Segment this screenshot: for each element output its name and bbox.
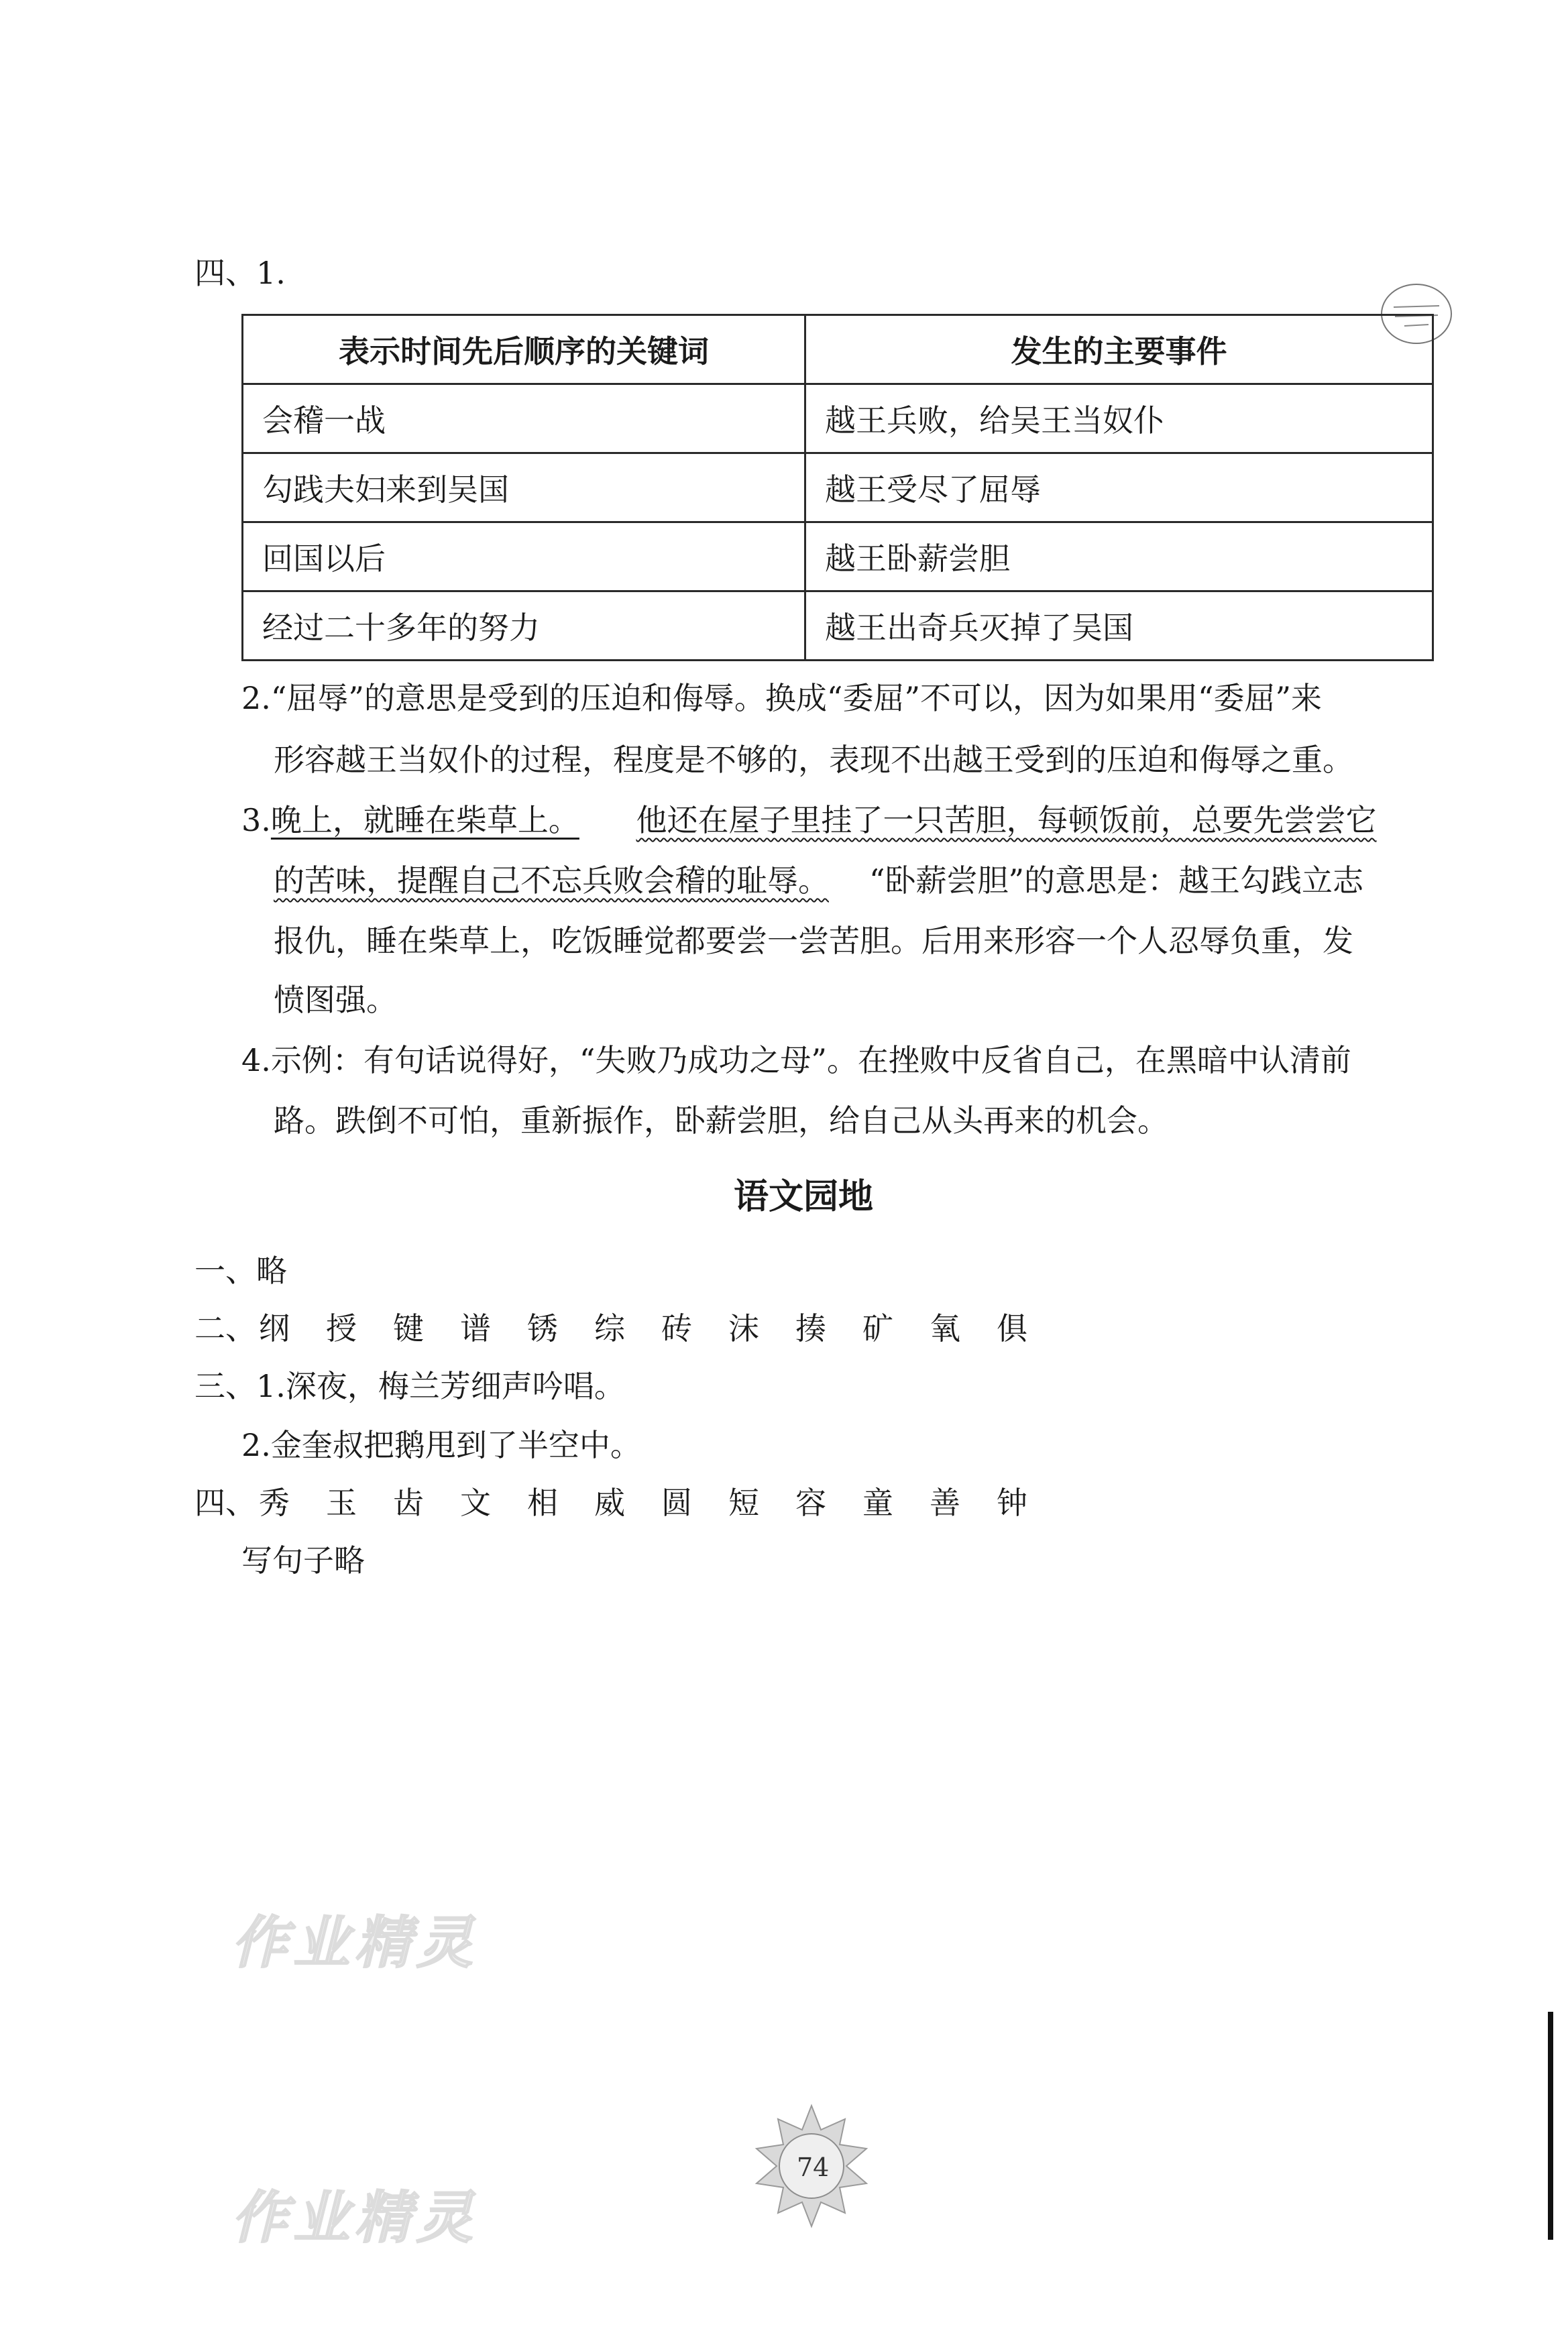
table-cell: 会稽一战 [243,384,805,453]
table-cell: 回国以后 [243,522,805,591]
char: 圆 [661,1485,692,1521]
garden-item-4-label: 四、 [194,1485,256,1521]
table-cell: 越王受尽了屈辱 [805,453,1433,522]
table-cell: 经过二十多年的努力 [243,591,805,661]
char: 氧 [930,1310,960,1347]
char: 俱 [997,1310,1027,1347]
char: 钟 [997,1485,1027,1521]
char: 综 [594,1310,625,1347]
char: 秀 [259,1485,290,1521]
table-row [243,453,1433,522]
table-row [243,591,1433,661]
garden-item-1: 一、略 [194,1253,287,1289]
char: 矿 [862,1310,893,1347]
q3-line-4: 愤图强。 [274,982,397,1018]
char: 沫 [728,1310,759,1347]
char: 授 [326,1310,357,1347]
char: 童 [862,1485,893,1521]
watermark: 作业精灵 [231,2185,479,2251]
char: 谱 [460,1310,491,1347]
char: 纲 [259,1310,290,1347]
q3-wavy-sentence-2: 的苦味，提醒自己不忘兵败会稽的耻辱。 [274,862,829,899]
table-header-row [243,315,1433,384]
char: 相 [527,1485,558,1521]
table-cell: 越王卧薪尝胆 [805,522,1433,591]
table-row [243,522,1433,591]
q4-line-1: 4.示例：有句话说得好，“失败乃成功之母”。在挫败中反省自己，在黑暗中认清前 [241,1042,1351,1078]
table-cell: 勾践夫妇来到吴国 [243,453,805,522]
garden-item-2-label: 二、 [194,1310,256,1347]
q3-underlined-sentence: 晚上，就睡在柴草上。 [270,802,579,838]
section-four-label: 四、1. [194,255,286,291]
q3-explanation-start: “卧薪尝胆”的意思是：越王勾践立志 [869,862,1364,899]
garden-item-2 [194,1310,1064,1347]
garden-item-3-line-2: 2.金奎叔把鹅甩到了半空中。 [241,1427,641,1463]
table-header-events: 发生的主要事件 [805,315,1433,384]
garden-item-4-note: 写句子略 [241,1542,365,1579]
char: 文 [460,1485,491,1521]
garden-item-3-line-1: 三、1.深夜，梅兰芳细声吟唱。 [194,1368,625,1404]
char: 键 [393,1310,424,1347]
q2-line-2: 形容越王当奴仆的过程，程度是不够的，表现不出越王受到的压迫和侮辱之重。 [274,742,1353,778]
char: 玉 [326,1485,357,1521]
table-cell: 越王出奇兵灭掉了吴国 [805,591,1433,661]
char: 齿 [393,1485,424,1521]
q3-line-2 [274,862,1364,899]
char: 锈 [527,1310,558,1347]
scan-edge-mark [1548,2012,1553,2240]
char: 揍 [795,1310,826,1347]
q2-line-1: 2.“屈辱”的意思是受到的压迫和侮辱。换成“委屈”不可以，因为如果用“委屈”来 [241,680,1322,716]
answer-table [241,314,1434,661]
q3-line-3: 报仇，睡在柴草上，吃饭睡觉都要尝一尝苦胆。后用来形容一个人忍辱负重，发 [274,923,1353,959]
q3-line-1 [241,802,1377,838]
table-header-keywords: 表示时间先后顺序的关键词 [243,315,805,384]
q3-wavy-sentence-1: 他还在屋子里挂了一只苦胆，每顿饭前，总要先尝尝它 [636,802,1377,838]
q4-line-2: 路。跌倒不可怕，重新振作，卧薪尝胆，给自己从头再来的机会。 [274,1102,1168,1139]
char: 短 [728,1485,759,1521]
garden-item-4 [194,1485,1064,1521]
table-row [243,384,1433,453]
char: 善 [930,1485,960,1521]
char: 容 [795,1485,826,1521]
page-number: 74 [797,2153,830,2182]
table-cell: 越王兵败，给吴王当奴仆 [805,384,1433,453]
char: 砖 [661,1310,692,1347]
garden-title: 语文园地 [734,1177,874,1217]
q3-number: 3. [241,802,271,838]
char: 威 [594,1485,625,1521]
watermark: 作业精灵 [231,1910,479,1976]
